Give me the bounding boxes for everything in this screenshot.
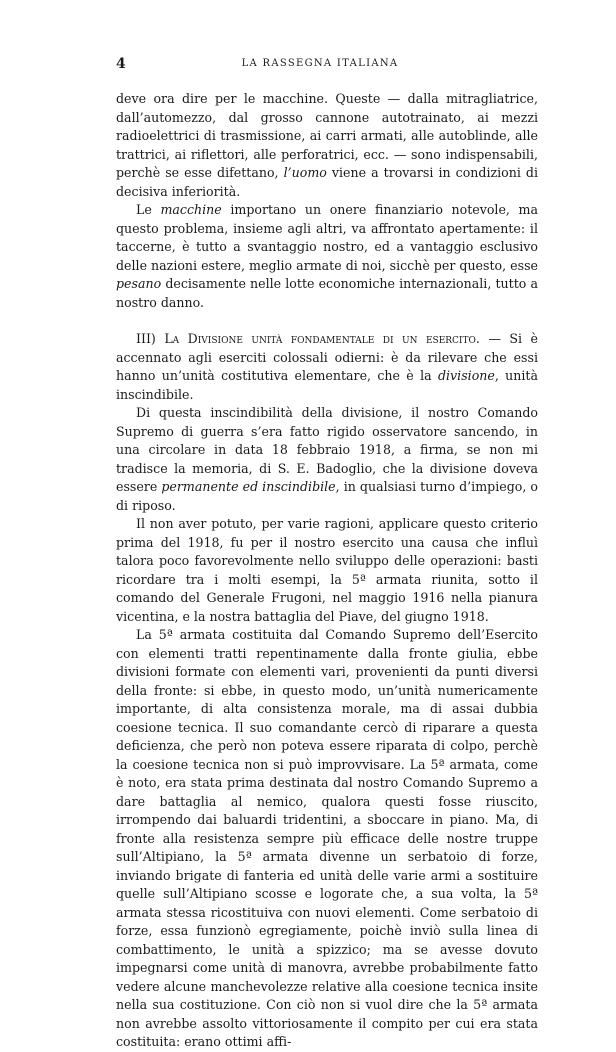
text-segment: deve ora dire per le macchine. Queste — dalla mitragliatrice, dall’automezzo, dal grosso cannone autotrainato, ai mezzi radioelettrici di trasmissione, ai carri armati, alle autoblinde, alle trattrici, ai riflettori, alle perforatrici, ecc. — sono indispensabili, perchè se esse difettano,: [116, 91, 538, 180]
paragraph: [116, 330, 538, 404]
text-segment: Di questa inscindibilità della divisione, il nostro Comando Supremo di guerra s’era fatto rigido osservatore sancendo, in una circolare in data 18 febbraio 1918, a firma, se non mi tradisce la memoria, di S. E. Badoglio, che la divisione doveva essere: [116, 405, 538, 494]
text-segment: viene a trovarsi in condizioni di decisiva inferiorità.: [116, 165, 538, 199]
page-number: 4: [116, 56, 126, 72]
paragraph: [116, 515, 538, 626]
italic-text: l’uomo: [283, 165, 327, 180]
text-segment: importano un onere finanziario notevole, ma questo problema, insieme agli altri, va affrontato apertamente: il taccerne, è tutto a svantaggio nostro, ed a vantaggio esclusivo delle nazioni estere, meglio armate di noi, sicchè per questo, esse: [116, 202, 538, 273]
italic-text: divisione: [437, 368, 495, 383]
italic-text: macchine: [160, 202, 222, 217]
article-body: [116, 90, 538, 1052]
text-segment: Le: [136, 202, 161, 217]
paragraph: [116, 201, 538, 312]
running-title: LA RASSEGNA ITALIANA: [241, 58, 399, 69]
paragraph: [116, 404, 538, 515]
paragraph: [116, 626, 538, 1052]
text-segment: , in qualsiasi turno d’impiego, o di riposo.: [116, 479, 538, 513]
text-segment: La 5ª armata costituita dal Comando Supremo dell’Esercito con elementi tratti repentinamente dalla fronte giulia, ebbe divisioni formate con elementi vari, provenienti da punti diversi della fronte: si ebbe, in questo modo, un’unità numericamente importante, di alta consistenza morale, ma di assai dubbia coesione tecnica. Il suo comandante cercò di riparare a questa deficienza, che però non poteva essere riparata di colpo, perchè la coesione tecnica non si può improvvisare. La 5ª armata, come è noto, era stata prima destinata dal nostro Comando Supremo a dare battaglia al nemico, qualora questi fosse riuscito, irrompendo dai baluardi tridentini, a sboccare in piano. Ma, di fronte alla resistenza sempre più efficace delle nostre truppe sull’Altipiano, la 5ª armata divenne un serbatoio di forze, inviando brigate di fanteria ed unità delle varie armi a sostituire quelle sull’Altipiano scosse e logorate che, a sua volta, la 5ª armata stessa ricostituiva con nuovi elementi. Come serbatoio di forze, essa funzionò egregiamente, poichè inviò sulla linea di combattimento, le unità a spizzico; ma se avesse dovuto impegnarsi come unità di manovra, avrebbe probabilmente fatto vedere alcune manchevolezze relative alla coesione tecnica insite nella sua costituzione. Con ciò non si vuol dire che la 5ª armata non avrebbe assolto vittoriosamente il compito per cui era stata costituita: erano ottimi affi-: [116, 627, 538, 1049]
text-segment: — Si è accennato agli eserciti colossali odierni: è da rilevare che essi hanno un’unità costitutiva elementare, che è la: [116, 331, 538, 383]
page-header: [100, 56, 540, 76]
section-heading: La Divisione unità fondamentale di un esercito.: [164, 331, 480, 346]
italic-text: permanente ed inscindibile: [161, 479, 336, 494]
italic-text: pesano: [116, 276, 162, 291]
text-segment: decisamente nelle lotte economiche internazionali, tutto a nostro danno.: [116, 276, 538, 310]
text-segment: Il non aver potuto, per varie ragioni, applicare questo criterio prima del 1918, fu per il nostro esercito una causa che influì talora poco favorevolmente nello sviluppo delle operazioni: basti ricordare tra i molti esempi, la 5ª armata riunita, sotto il comando del Generale Frugoni, nel maggio 1916 nella pianura vicentina, e la nostra battaglia del Piave, del giugno 1918.: [116, 516, 538, 624]
text-segment: III): [136, 331, 165, 346]
paragraph: [116, 90, 538, 201]
text-segment: , unità inscindibile.: [116, 368, 538, 402]
